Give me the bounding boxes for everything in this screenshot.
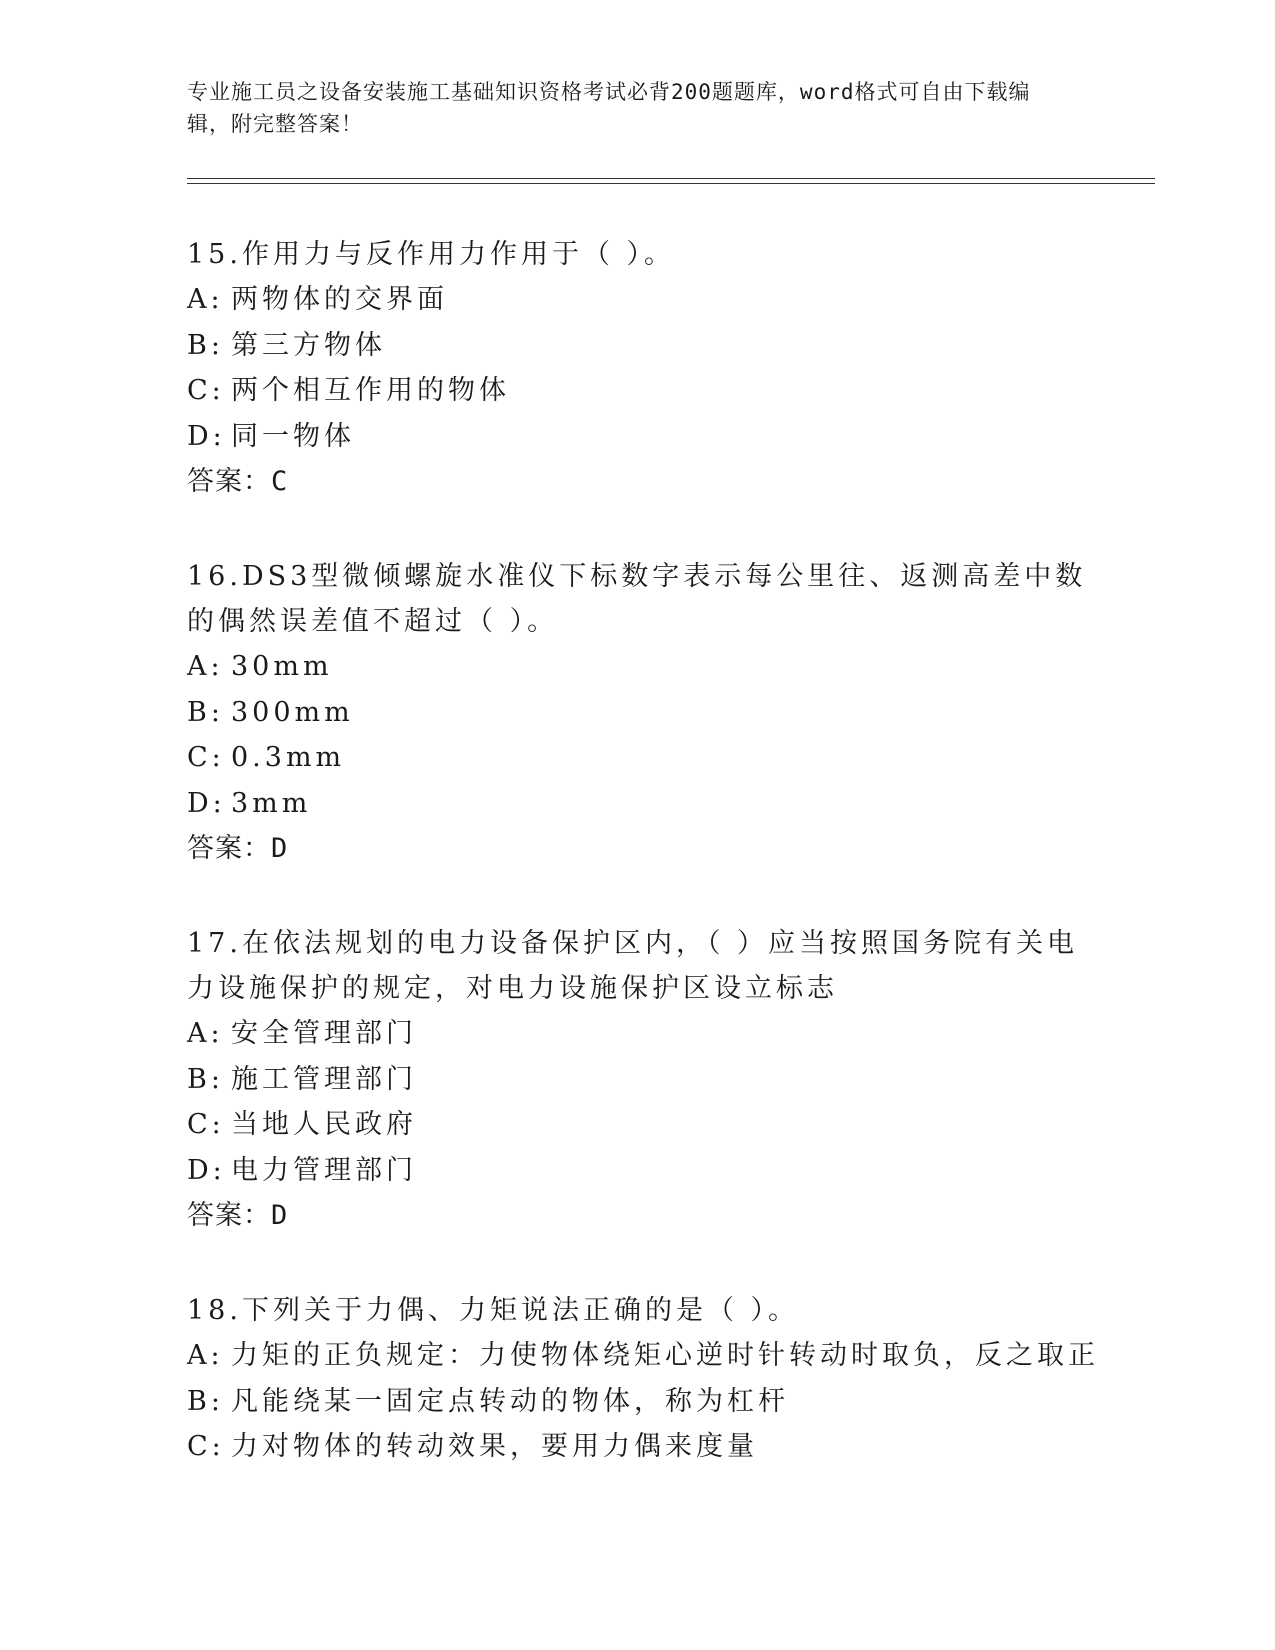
option-c xyxy=(187,368,1107,414)
option-text: 安全管理部门 xyxy=(231,1018,417,1049)
option-a xyxy=(187,277,1107,323)
option-key: C: xyxy=(187,1109,225,1140)
option-key: D: xyxy=(187,1154,226,1186)
option-key: C: xyxy=(187,1431,225,1462)
document-header: 专业施工员之设备安装施工基础知识资格考试必背200题题库，word格式可自由下载编辑，附完整答案！ xyxy=(187,80,1031,136)
option-key: A: xyxy=(187,1018,224,1049)
question-18 xyxy=(187,1288,1107,1470)
question-stem: 16.DS3型微倾螺旋水准仪下标数字表示每公里往、返测高差中数的偶然误差值不超过（ ）。 xyxy=(187,561,1087,637)
option-text: 3mm xyxy=(231,787,312,819)
option-text: 施工管理部门 xyxy=(231,1063,417,1095)
option-text: 两物体的交界面 xyxy=(231,284,448,315)
option-text: 0.3mm xyxy=(231,742,346,773)
option-key: A: xyxy=(187,651,224,682)
option-a xyxy=(187,1011,1107,1057)
option-a xyxy=(187,644,1107,690)
option-d xyxy=(187,781,1107,827)
option-key: C: xyxy=(187,742,225,773)
option-text: 力矩的正负规定：力使物体绕矩心逆时针转动时取负，反之取正 xyxy=(231,1340,1099,1371)
option-text: 300mm xyxy=(231,696,354,728)
option-text: 同一物体 xyxy=(231,420,355,452)
header-divider-top xyxy=(187,178,1155,179)
option-d xyxy=(187,1148,1107,1194)
option-c xyxy=(187,1102,1107,1148)
answer-line: 答案：C xyxy=(187,466,289,497)
option-text: 30mm xyxy=(231,651,333,682)
header-divider-bottom xyxy=(187,183,1155,184)
question-17 xyxy=(187,921,1107,1238)
question-15 xyxy=(187,232,1107,504)
question-list xyxy=(187,232,1107,1520)
option-key: D: xyxy=(187,420,226,452)
option-text: 电力管理部门 xyxy=(231,1154,417,1186)
option-b xyxy=(187,1057,1107,1103)
option-a xyxy=(187,1333,1107,1379)
option-key: B: xyxy=(187,696,224,728)
option-key: B: xyxy=(187,1385,224,1417)
option-b xyxy=(187,1379,1107,1425)
option-c xyxy=(187,1424,1107,1470)
option-text: 凡能绕某一固定点转动的物体，称为杠杆 xyxy=(231,1385,789,1417)
answer-line: 答案：D xyxy=(187,1200,289,1231)
question-stem: 18.下列关于力偶、力矩说法正确的是（ ）。 xyxy=(187,1295,800,1326)
option-text: 两个相互作用的物体 xyxy=(231,375,510,406)
option-key: B: xyxy=(187,329,224,361)
option-d xyxy=(187,414,1107,460)
option-key: A: xyxy=(187,1340,224,1371)
option-text: 当地人民政府 xyxy=(231,1109,417,1140)
answer-line: 答案：D xyxy=(187,833,289,864)
option-key: C: xyxy=(187,375,225,406)
option-b xyxy=(187,323,1107,369)
question-stem: 17.在依法规划的电力设备保护区内，（ ）应当按照国务院有关电力设施保护的规定，对电力设施保护区设立标志 xyxy=(187,928,1079,1004)
option-text: 力对物体的转动效果，要用力偶来度量 xyxy=(231,1431,758,1462)
option-key: A: xyxy=(187,284,224,315)
option-text: 第三方物体 xyxy=(231,329,386,361)
option-key: B: xyxy=(187,1063,224,1095)
option-key: D: xyxy=(187,787,226,819)
question-stem: 15.作用力与反作用力作用于（ ）。 xyxy=(187,239,676,270)
option-b xyxy=(187,690,1107,736)
question-16 xyxy=(187,554,1107,871)
option-c xyxy=(187,735,1107,781)
